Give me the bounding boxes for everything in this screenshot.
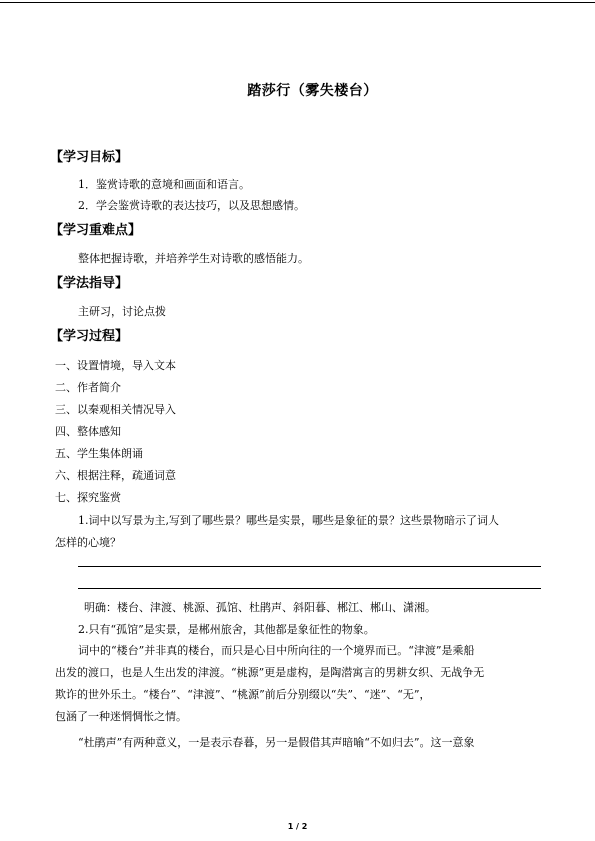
heading-key-points: 【学习重难点】 bbox=[50, 223, 142, 238]
question-1-line-2: 怎样的心境？ bbox=[55, 536, 121, 549]
process-step-2: 二、作者简介 bbox=[55, 381, 121, 394]
heading-process: 【学习过程】 bbox=[50, 329, 129, 344]
answer-blank-line-1 bbox=[78, 566, 541, 567]
paragraph-2-line-1: “杜鹃声”有两种意义，一是表示春暮，另一是假借其声暗喻“不如归去”。这一意象 bbox=[78, 736, 475, 749]
question-2: 2.只有“孤馆”是实景，是郴州旅舍，其他都是象征性的物象。 bbox=[78, 623, 375, 636]
process-step-5: 五、学生集体朗诵 bbox=[55, 447, 143, 460]
objective-item-1: 1．鉴赏诗歌的意境和画面和语言。 bbox=[78, 178, 250, 191]
paragraph-1-line-4: 包涵了一种迷惘惆怅之情。 bbox=[55, 710, 187, 723]
process-step-7: 七、探究鉴赏 bbox=[55, 491, 121, 504]
objective-item-2: 2．学会鉴赏诗歌的表达技巧，以及思想感情。 bbox=[78, 199, 305, 212]
process-step-3: 三、以秦观相关情况导入 bbox=[55, 403, 176, 416]
heading-objectives: 【学习目标】 bbox=[50, 150, 129, 165]
paragraph-1-line-3: 欺诈的世外乐土。“楼台”、“津渡”、“桃源”前后分别缀以“失”、“迷”、“无”， bbox=[55, 688, 431, 701]
process-step-4: 四、整体感知 bbox=[55, 425, 121, 438]
heading-method: 【学法指导】 bbox=[50, 276, 129, 291]
header-rule bbox=[0, 2, 595, 3]
page-title: 踏莎行（雾失楼台） bbox=[247, 83, 378, 99]
paragraph-1-line-1: 词中的“楼台”并非真的楼台，而只是心目中所向往的一个境界而已。“津渡”是乘船 bbox=[78, 644, 475, 657]
method-text: 主研习，讨论点拨 bbox=[78, 305, 166, 318]
question-1-line-1: 1.词中以写景为主,写到了哪些景？哪些是实景，哪些是象征的景？这些景物暗示了词人 bbox=[78, 514, 499, 527]
process-step-1: 一、设置情境，导入文本 bbox=[55, 359, 176, 372]
paragraph-1-line-2: 出发的渡口，也是人生出发的津渡。“桃源”更是虚构，是陶潜寓言的男耕女织、无战争无 bbox=[55, 666, 485, 679]
process-step-6: 六、根据注释，疏通词意 bbox=[55, 469, 176, 482]
key-points-text: 整体把握诗歌，并培养学生对诗歌的感悟能力。 bbox=[78, 252, 309, 265]
page-number: 1 / 2 bbox=[287, 822, 308, 831]
answer-label: 明确：楼台、津渡、桃源、孤馆、杜鹃声、斜阳暮、郴江、郴山、潇湘。 bbox=[84, 601, 436, 614]
answer-blank-line-2 bbox=[78, 588, 541, 589]
